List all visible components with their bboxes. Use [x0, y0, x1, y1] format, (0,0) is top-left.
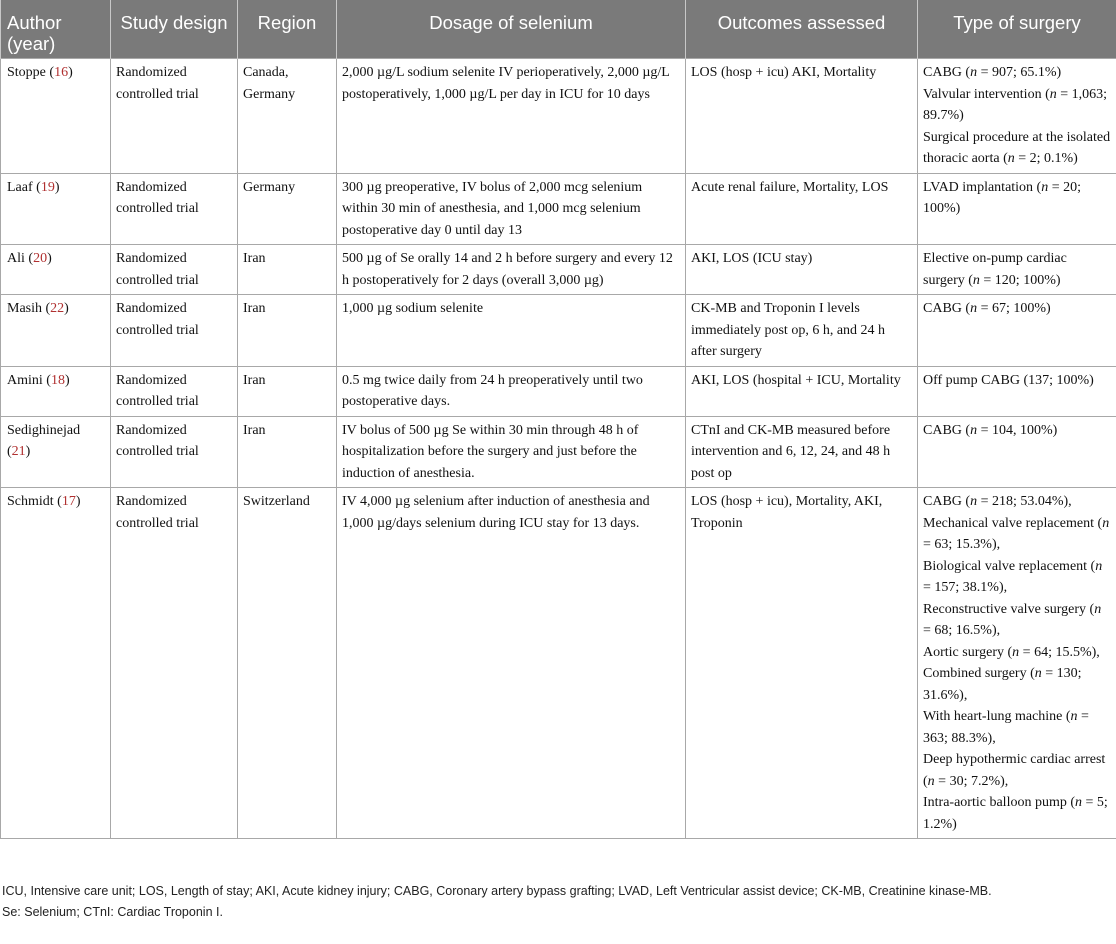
cell-outcomes: LOS (hosp + icu), Mortality, AKI, Troponin	[686, 488, 918, 839]
sample-size-symbol: n	[970, 65, 978, 80]
cell-dosage: 300 µg preoperative, IV bolus of 2,000 mcg selenium within 30 min of anesthesia, and 1,000 mcg selenium postoperative day 0 until day 13	[337, 173, 686, 245]
cell-surgery-type	[918, 245, 1116, 295]
header-dosage: Dosage of selenium	[337, 0, 686, 59]
surgery-item	[923, 706, 1111, 749]
author-name: Ali	[7, 251, 25, 266]
surgery-item-value: = 64; 15.5%),	[1019, 644, 1100, 660]
cell-author: Sedighinejad (21)	[1, 416, 111, 488]
header-row	[1, 0, 1116, 59]
reference-link[interactable]: 21	[11, 444, 26, 459]
surgery-item-text: Combined surgery (	[923, 666, 1035, 681]
surgery-item	[923, 248, 1111, 291]
footnote-abbreviations: ICU, Intensive care unit; LOS, Length of stay; AKI, Acute kidney injury; CABG, Coronary artery bypass grafting; LVAD, Left Ventricular assist device; CK-MB, Creatinine kinase-MB.	[2, 884, 992, 898]
surgery-item-value: = 30; 7.2%),	[934, 773, 1009, 789]
cell-study-design: Randomized controlled trial	[111, 488, 238, 839]
surgery-item	[923, 62, 1111, 84]
cell-region: Switzerland	[238, 488, 337, 839]
surgery-item-value: = 218; 53.04%),	[977, 494, 1072, 509]
sample-size-symbol: n	[927, 773, 935, 789]
cell-author: Schmidt (17)	[1, 488, 111, 839]
cell-author: Masih (22)	[1, 295, 111, 367]
surgery-item	[923, 556, 1111, 599]
surgery-item-value: = 1,063; 89.7%)	[923, 86, 1108, 123]
cell-region: Iran	[238, 366, 337, 416]
sample-size-symbol: n	[970, 494, 978, 509]
table-header	[1, 0, 1116, 59]
surgery-item-text: Mechanical valve replacement (	[923, 515, 1103, 531]
surgery-item	[923, 749, 1111, 792]
sample-size-symbol: n	[1095, 558, 1103, 574]
surgery-item-value: = 63; 15.3%),	[923, 537, 1001, 552]
reference-link[interactable]: 22	[50, 301, 65, 316]
sample-size-symbol: n	[1094, 601, 1102, 617]
cell-outcomes: Acute renal failure, Mortality, LOS	[686, 173, 918, 245]
sample-size-symbol: n	[1007, 151, 1015, 166]
surgery-item-value: = 104, 100%)	[977, 422, 1058, 438]
surgery-item-text: Reconstructive valve surgery (	[923, 601, 1095, 617]
surgery-item-text: CABG (	[923, 494, 971, 509]
sample-size-symbol: n	[1049, 86, 1057, 102]
surgery-item	[923, 491, 1111, 513]
surgery-item	[923, 513, 1111, 556]
sample-size-symbol: n	[1012, 644, 1020, 660]
reference-link[interactable]: 20	[33, 251, 48, 266]
table-body	[1, 59, 1116, 839]
author-name: Amini	[7, 372, 43, 388]
surgery-item-text: Aortic surgery (	[923, 644, 1013, 660]
surgery-item-text: Elective on-pump cardiac surgery (	[923, 251, 1067, 288]
cell-study-design: Randomized controlled trial	[111, 245, 238, 295]
table-row	[1, 173, 1116, 245]
surgery-item-value: = 157; 38.1%),	[923, 580, 1008, 595]
cell-surgery-type	[918, 59, 1116, 174]
surgery-item	[923, 420, 1111, 442]
cell-region: Canada, Germany	[238, 59, 337, 174]
cell-dosage: 500 µg of Se orally 14 and 2 h before surgery and every 12 h postoperatively for 2 days (overall 3,000 µg)	[337, 245, 686, 295]
header-region: Region	[238, 0, 337, 59]
surgery-item-value: = 907; 65.1%)	[977, 65, 1062, 80]
header-author: Author (year)	[1, 0, 111, 59]
author-name: Sedighinejad	[7, 422, 81, 438]
header-surgery-type: Type of surgery	[918, 0, 1116, 59]
cell-surgery-type	[918, 488, 1116, 839]
cell-surgery-type	[918, 173, 1116, 245]
surgery-item-text: Valvular intervention (	[923, 86, 1050, 102]
reference-link[interactable]: 18	[50, 372, 65, 388]
cell-surgery-type	[918, 366, 1116, 416]
cell-author: Amini (18)	[1, 366, 111, 416]
table-row	[1, 488, 1116, 839]
cell-dosage: IV 4,000 µg selenium after induction of anesthesia and 1,000 µg/days selenium during ICU stay for 13 days.	[337, 488, 686, 839]
cell-dosage: 0.5 mg twice daily from 24 h preoperatively until two postoperative days.	[337, 366, 686, 416]
surgery-item-value: = 67; 100%)	[977, 301, 1051, 316]
sample-size-symbol: n	[1034, 666, 1042, 681]
surgery-item	[923, 298, 1111, 320]
cell-region: Iran	[238, 295, 337, 367]
surgery-item-value: = 130; 31.6%),	[923, 666, 1082, 703]
cell-dosage: 1,000 µg sodium selenite	[337, 295, 686, 367]
sample-size-symbol: n	[970, 422, 978, 438]
cell-outcomes: AKI, LOS (hospital + ICU, Mortality	[686, 366, 918, 416]
table-row	[1, 366, 1116, 416]
surgery-item-text: Deep hypothermic cardiac arrest (	[923, 752, 1106, 789]
cell-region: Iran	[238, 245, 337, 295]
table-row	[1, 416, 1116, 488]
sample-size-symbol: n	[972, 272, 980, 288]
surgery-item-text: Intra-aortic balloon pump (	[923, 795, 1076, 810]
surgery-item-value: = 5; 1.2%)	[923, 795, 1108, 832]
sample-size-symbol: n	[1070, 709, 1078, 724]
surgery-item	[923, 599, 1111, 642]
cell-outcomes: AKI, LOS (ICU stay)	[686, 245, 918, 295]
surgery-item	[923, 792, 1111, 835]
cell-dosage: IV bolus of 500 µg Se within 30 min through 48 h of hospitalization before the surgery and just before the induction of anesthesia.	[337, 416, 686, 488]
author-name: Stoppe	[7, 65, 46, 80]
surgery-item-text: Off pump CABG (137; 100%)	[923, 372, 1094, 388]
cell-author: Laaf (19)	[1, 173, 111, 245]
cell-study-design: Randomized controlled trial	[111, 366, 238, 416]
table-row	[1, 59, 1116, 174]
cell-surgery-type	[918, 416, 1116, 488]
table-footnotes	[0, 881, 1112, 923]
cell-author: Ali (20)	[1, 245, 111, 295]
cell-region: Germany	[238, 173, 337, 245]
surgery-item-value: = 2; 0.1%)	[1014, 151, 1078, 166]
sample-size-symbol: n	[1075, 795, 1083, 810]
cell-study-design: Randomized controlled trial	[111, 59, 238, 174]
cell-outcomes: LOS (hosp + icu) AKI, Mortality	[686, 59, 918, 174]
surgery-item	[923, 663, 1111, 706]
surgery-item-value: = 68; 16.5%),	[923, 623, 1001, 638]
table-row	[1, 245, 1116, 295]
cell-surgery-type	[918, 295, 1116, 367]
cell-region: Iran	[238, 416, 337, 488]
surgery-item-text: Biological valve replacement (	[923, 558, 1096, 574]
footnote-symbols: Se: Selenium; CTnI: Cardiac Troponin I.	[2, 905, 223, 919]
cell-outcomes: CTnI and CK-MB measured before intervention and 6, 12, 24, and 48 h post op	[686, 416, 918, 488]
surgery-item-value: = 20; 100%)	[923, 179, 1082, 216]
surgery-item-text: CABG (	[923, 422, 971, 438]
surgery-item-text: With heart-lung machine (	[923, 709, 1071, 724]
surgery-item	[923, 642, 1111, 664]
cell-outcomes: CK-MB and Troponin I levels immediately post op, 6 h, and 24 h after surgery	[686, 295, 918, 367]
surgery-item-text: CABG (	[923, 65, 971, 80]
header-study-design: Study design	[111, 0, 238, 59]
surgery-item-value: = 363; 88.3%),	[923, 709, 1089, 746]
sample-size-symbol: n	[1041, 179, 1049, 195]
sample-size-symbol: n	[1102, 515, 1110, 531]
surgery-item-text: CABG (	[923, 301, 971, 316]
author-name: Schmidt	[7, 494, 54, 509]
cell-study-design: Randomized controlled trial	[111, 173, 238, 245]
surgery-item	[923, 370, 1111, 392]
cell-author: Stoppe (16)	[1, 59, 111, 174]
surgery-item-value: = 120; 100%)	[979, 272, 1061, 288]
surgery-item	[923, 177, 1111, 220]
surgery-item-text: Surgical procedure at the isolated thoracic aorta (	[923, 129, 1111, 166]
header-outcomes: Outcomes assessed	[686, 0, 918, 59]
author-name: Laaf	[7, 179, 33, 195]
reference-link[interactable]: 19	[40, 179, 55, 195]
surgery-item	[923, 127, 1111, 170]
cell-study-design: Randomized controlled trial	[111, 295, 238, 367]
reference-link[interactable]: 17	[61, 494, 76, 509]
surgery-item-text: LVAD implantation (	[923, 179, 1042, 195]
cell-study-design: Randomized controlled trial	[111, 416, 238, 488]
surgery-item	[923, 84, 1111, 127]
sample-size-symbol: n	[970, 301, 978, 316]
reference-link[interactable]: 16	[54, 65, 69, 80]
cell-dosage: 2,000 µg/L sodium selenite IV perioperatively, 2,000 µg/L postoperatively, 1,000 µg/L per day in ICU for 10 days	[337, 59, 686, 174]
author-name: Masih	[7, 301, 42, 316]
table-row	[1, 295, 1116, 367]
